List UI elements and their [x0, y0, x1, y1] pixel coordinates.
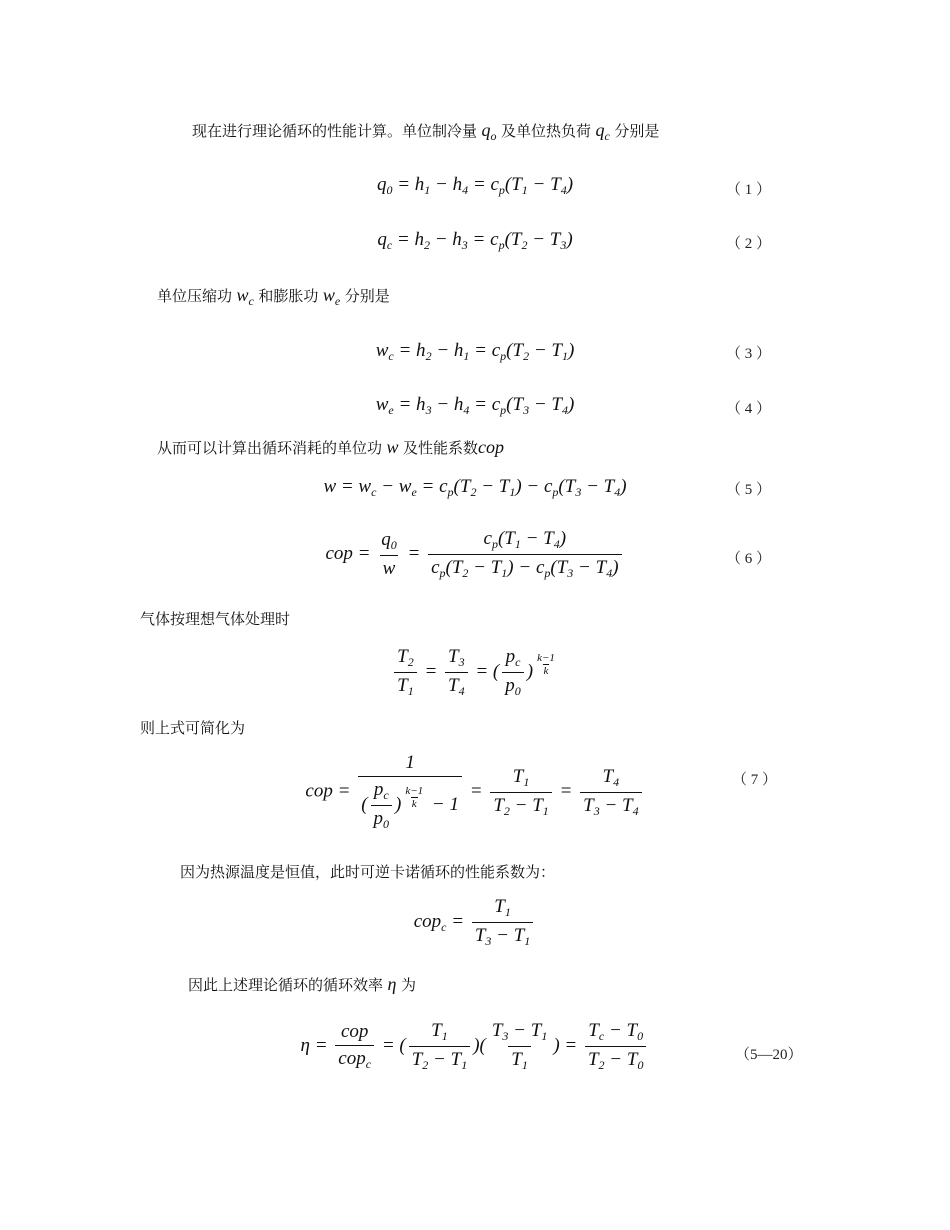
equation-4: $w_e = h_3 - h_4 = c_p(T_3 - T_4)$ — [375, 394, 575, 417]
text: 现在进行理论循环的性能计算。单位制冷量 — [192, 122, 478, 140]
equation-6: cop = $\frac{q_0}{w}$ = $\frac{c_p(T_1 - T_4)}{c_p(T_2 - T_1) - c_p(T_3 - T_4)}$ — [0, 528, 950, 581]
paragraph-unit-work — [157, 437, 504, 458]
equation-number-5: （ 5 ） — [726, 482, 772, 498]
text: 及性能系数 — [403, 439, 479, 457]
equation-5-20: η = $\frac{\text{cop}}{cop_c}$ = ( $\frac{T_1}{T_2 - T_1}$ )( $\frac{T_3 - T_1}{T_1}$ ) = $\frac{T_c - T_0}{T_2 - T_0}$ — [0, 1020, 950, 1073]
equation-7: cop = 1 ( $\frac{p_c}{p_0}$ ) $^{\frac{k-1}{k}}$ − 1 = $\frac{T_1}{T_2 - T_1}$ = $\frac{T_4}{T_3 - T_4}$ — [0, 752, 950, 832]
text: 分别是 — [614, 122, 660, 140]
paragraph-ideal-gas: 气体按理想气体处理时 — [140, 610, 291, 628]
equation-number-1: （ 1 ） — [726, 182, 772, 198]
equation-number-4: （ 4 ） — [726, 401, 772, 417]
symbol-w: w — [382, 437, 404, 457]
text: 为 — [400, 976, 416, 994]
equation-carnot-cop: cop$_c$ = $\frac{T_1}{T_3 - T_1}$ — [0, 896, 950, 949]
equation-number-6: （ 6 ） — [726, 551, 772, 567]
equation-2: $q_c = h_2 - h_3 = c_p(T_2 - T_3)$ — [377, 229, 573, 252]
text: 从而可以计算出循环消耗的单位功 — [157, 439, 383, 457]
text: 因此上述理论循环的循环效率 — [188, 976, 384, 994]
text: 及单位热负荷 — [501, 122, 592, 140]
symbol-we: $w_e$ — [318, 285, 341, 308]
equation-3: $w_c = h_2 - h_1 = c_p(T_2 - T_1)$ — [375, 340, 575, 363]
symbol-q0: $q_o$ — [477, 120, 497, 143]
equation-number-5-20: （5—20） — [735, 1047, 803, 1063]
symbol-cop: cop — [478, 437, 505, 457]
text: 分别是 — [344, 287, 390, 305]
text: 单位压缩功 — [157, 287, 233, 305]
symbol-wc: $w_c$ — [232, 285, 254, 308]
paragraph-simplified: 则上式可简化为 — [140, 719, 246, 737]
symbol-eta: η — [383, 974, 401, 994]
equation-5: $w = w_c - w_e = c_p(T_2 - T_1) - c_p(T_3 - T_4)$ — [323, 476, 627, 499]
text: 和膨胀功 — [258, 287, 319, 305]
paragraph-compression-work — [157, 285, 390, 311]
equation-number-3: （ 3 ） — [726, 346, 772, 362]
paragraph-unit-cooling — [192, 120, 659, 146]
equation-ideal-gas: $\frac{T_2}{T_1}$ = $\frac{T_3}{T_4}$ = ( $\frac{p_c}{p_0}$ ) $^{\frac{k-1}{k}}$ — [0, 646, 950, 699]
equation-1: $q_0 = h_1 - h_4 = c_p(T_1 - T_4)$ — [376, 174, 574, 197]
equation-number-7: （ 7 ） — [732, 772, 778, 788]
equation-number-2: （ 2 ） — [726, 236, 772, 252]
paragraph-carnot: 因为热源温度是恒值，此时可逆卡诺循环的性能系数为： — [180, 863, 556, 881]
paragraph-efficiency — [188, 974, 416, 995]
symbol-qc: $q_c$ — [591, 120, 610, 143]
